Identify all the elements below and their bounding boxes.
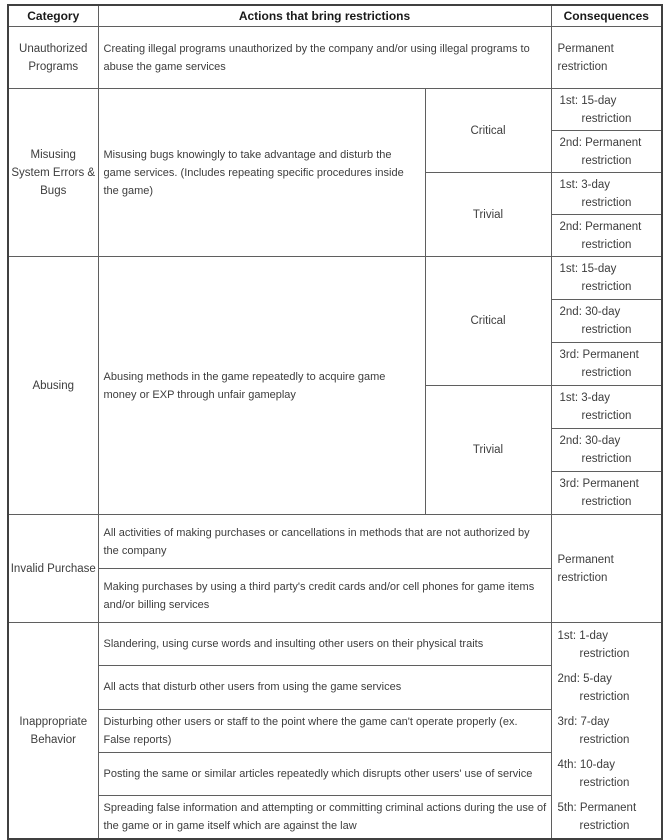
consequence-cell: 2nd: 30-day restriction bbox=[551, 429, 662, 472]
consequence-cell: 1st: 3-day restriction bbox=[551, 386, 662, 429]
header-consequences: Consequences bbox=[551, 5, 662, 27]
consequence-cell: 2nd: Permanent restriction bbox=[551, 131, 662, 173]
table-row bbox=[8, 257, 662, 300]
consequence-cell: 3rd: Permanent restriction bbox=[551, 343, 662, 386]
severity-cell-critical: Critical bbox=[425, 89, 551, 173]
action-cell: Making purchases by using a third party's credit cards and/or cell phones for game items and/or billing services bbox=[98, 569, 551, 623]
action-cell: Slandering, using curse words and insulting other users on their physical traits bbox=[98, 623, 551, 666]
table-row bbox=[8, 89, 662, 131]
consequence-item: 4th: 10-day restriction bbox=[557, 758, 630, 789]
consequence-cell: 1st: 15-day restriction bbox=[551, 257, 662, 300]
table-row bbox=[8, 515, 662, 569]
action-cell: Spreading false information and attempting or committing criminal actions during the use of the game or in game itself which are against the law bbox=[98, 796, 551, 839]
consequence-cell: 2nd: Permanent restriction bbox=[551, 215, 662, 257]
action-cell: Disturbing other users or staff to the point where the game can't operate properly (ex. False reports) bbox=[98, 709, 551, 752]
action-cell: All activities of making purchases or cancellations in methods that are not authorized by the company bbox=[98, 515, 551, 569]
category-cell-misusing-system-errors: Misusing System Errors & Bugs bbox=[8, 89, 98, 257]
consequence-cell: Permanent restriction bbox=[551, 27, 662, 89]
category-cell-invalid-purchase: Invalid Purchase bbox=[8, 515, 98, 623]
consequence-item: 5th: Permanent restriction bbox=[557, 801, 637, 832]
action-cell: Posting the same or similar articles repeatedly which disrupts other users' use of service bbox=[98, 752, 551, 795]
category-cell-inappropriate-behavior: Inappropriate Behavior bbox=[8, 623, 98, 840]
header-category: Category bbox=[8, 5, 98, 27]
consequence-cell: 3rd: Permanent restriction bbox=[551, 472, 662, 515]
action-cell: Abusing methods in the game repeatedly to acquire game money or EXP through unfair gameplay bbox=[98, 257, 425, 515]
consequence-cell: 1st: 15-day restriction bbox=[551, 89, 662, 131]
table-row bbox=[8, 623, 662, 666]
action-cell: Misusing bugs knowingly to take advantage and disturb the game services. (Includes repeating specific procedures inside the game) bbox=[98, 89, 425, 257]
table-header-row bbox=[8, 5, 662, 27]
severity-cell-trivial: Trivial bbox=[425, 173, 551, 257]
table-row bbox=[8, 27, 662, 89]
header-actions: Actions that bring restrictions bbox=[98, 5, 551, 27]
consequence-item: 2nd: 5-day restriction bbox=[557, 672, 630, 703]
consequence-cell: 2nd: 30-day restriction bbox=[551, 300, 662, 343]
action-cell: All acts that disturb other users from using the game services bbox=[98, 666, 551, 709]
category-cell-unauthorized-programs: Unauthorized Programs bbox=[8, 27, 98, 89]
category-cell-abusing: Abusing bbox=[8, 257, 98, 515]
consequence-item: 1st: 1-day restriction bbox=[557, 629, 630, 660]
severity-cell-trivial: Trivial bbox=[425, 386, 551, 515]
action-cell: Creating illegal programs unauthorized by the company and/or using illegal programs to abuse the game services bbox=[98, 27, 551, 89]
consequence-cell: Permanent restriction bbox=[551, 515, 662, 623]
consequence-list-cell bbox=[551, 623, 662, 840]
severity-cell-critical: Critical bbox=[425, 257, 551, 386]
restrictions-table bbox=[7, 4, 663, 840]
consequence-cell: 1st: 3-day restriction bbox=[551, 173, 662, 215]
consequence-item: 3rd: 7-day restriction bbox=[557, 715, 630, 746]
